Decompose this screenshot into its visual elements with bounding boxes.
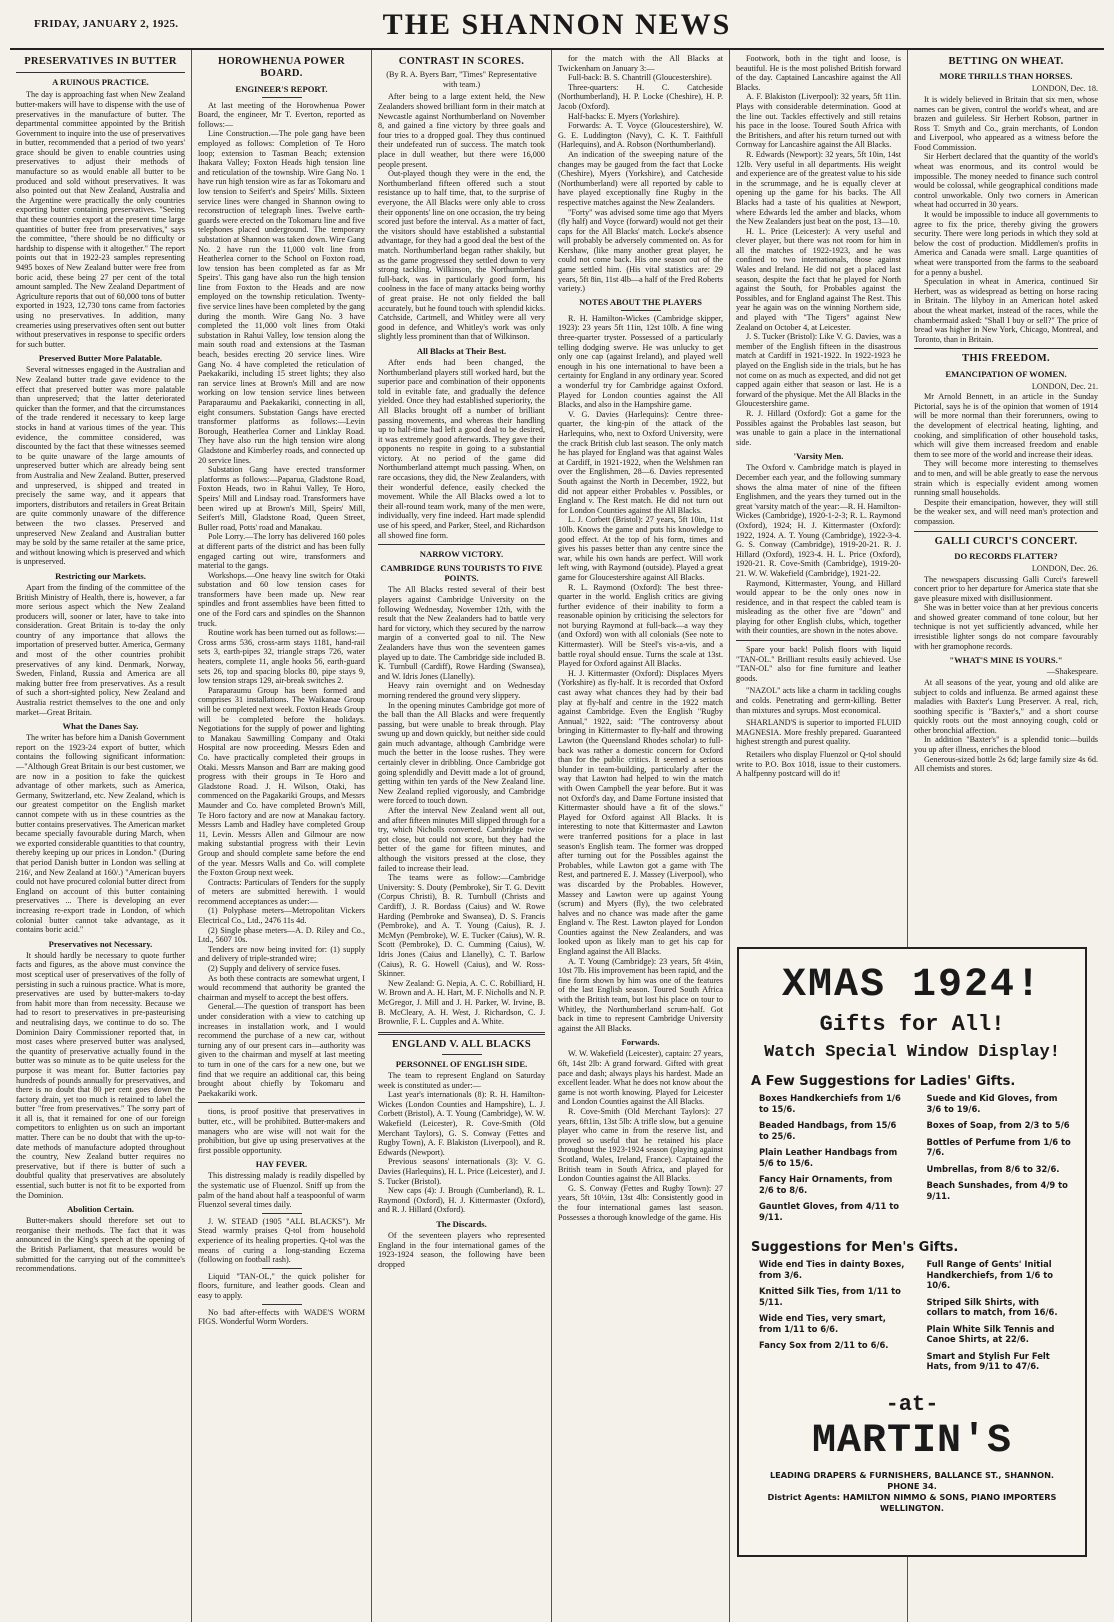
mens-gifts-left	[751, 1259, 906, 1378]
paragraph: New caps (4): J. Brough (Cumberland), R. L. Raymond (Oxford), H. J. Kittermaster (Oxford), and R. J. Hillard (Oxford).	[378, 1186, 545, 1215]
ladies-gifts-left	[751, 1093, 906, 1228]
paragraph: The team to represent England on Saturday week is constituted as under:—	[378, 1071, 545, 1090]
article-headline-england: ENGLAND V. ALL BLACKS	[392, 1038, 531, 1050]
paragraph: A. T. Young (Cambridge): 23 years, 5ft 4½in, 10st 7lb. His improvement has been rapid, and the fine form shown by him was one of the features of the last English season. Toured South Africa with the British team, but lost his place on tour to Whitley, the Northumberland scrum-half. Got back in time to represent Cambridge University against the All Blacks.	[558, 956, 723, 1033]
mens-gifts-heading: Suggestions for Men's Gifts.	[751, 1240, 959, 1255]
xmas-advertisement	[737, 947, 1087, 1557]
ad-text: J. W. STEAD (1905 "ALL BLACKS"). Mr Stead warmly praises Q-tol from household experience of its healing properties. Q-tol was the means of curing a long-standing Eczema (following on football rash).	[198, 1216, 365, 1265]
ad-subtitle: Watch Special Window Display!	[764, 1043, 1060, 1062]
article-headline-power-board: HOROWHENUA POWER BOARD.	[217, 56, 346, 80]
masthead	[10, 6, 1104, 50]
quote-attribution: —Shakespeare.	[1046, 667, 1098, 677]
divider	[621, 310, 661, 311]
paragraph: Sir Herbert declared that the quantity of the world's wheat was enormous, and its control would be impossible. The money needed to finance such control would be colossal, while geographical conditions made control unworkable. Only two corners in American wheat had occurred in 30 years.	[914, 152, 1098, 210]
paragraph: Line Construction.—The pole gang have been employed as follows: Completion of Te Horo loop; extension to Tasman Beach; extension Ihakara Valley; Foxton Heads high tension line and reticulation of the township. Wire Gang No. 1 have run high tension wire as far as Tokomaru and low tension to Seifert's and Speirs' Mills. Sixteen service lines were changed in Shannon owing to reconstruction of telegraph lines. Twelve earth-guards were erected on the Tokomaru line and five telephones placed underground. The temporary substation at Shannon was taken down. Wire Gang No. 2 have run the 11,000 volt line from Heatherlea corner to the School on Foxton road, low tension has been completed as far as Mr Speirs'. This gang have also run the high tension line from Foxton to the Heads and are now employed on the township reticulation. Twenty-five service lines have been completed by the gang during the month. Wire Gang No. 3 have completed the 11,000 volt lines from Otaki substation in Rahui Valley, low tension along the main south road and extensions at the Tasman beach, besides erecting 20 service lines. Wire Gang No. 4 have completed the reticulation of Paekakariki, including 15 street lights; they also ran service lines at Brown's Mill and are now working on low tension service lines between Paraparaumu and Paekakariki, connecting in all, eight consumers. Substation Gangs have erected transformer platforms as follows:—Levin Borough, Heatherlea Corner and Linklay Road. They have also run the high tension wire along Gladstone and Kimberley roads, and connected up 20 service lines.	[198, 129, 365, 465]
divider	[262, 97, 302, 98]
column-1	[10, 50, 192, 1622]
article-subhead: A RUINOUS PRACTICE.	[52, 77, 149, 88]
paragraph: Mr Arnold Bennett, in an article in the Sunday Pictorial, says he is of the opinion that women of 1914 will be more normal than their forerunners, owing to the development of electrical heating, lighting, and cooking, and simplification of other household tasks, which will give them increased freedom and enable them to see more of the world and increase their ideas.	[914, 392, 1098, 459]
article-subhead: MORE THRILLS THAN HORSES.	[939, 71, 1073, 82]
paragraph: "Forty" was advised some time ago that Myers (fly half) and Voyce (forward) would not get their caps for the All Blacks' match. Locke's absence will probably be adversely commented on. As for Kershaw, (like many another great player, he could not come back. His one season out of the game settled him. (His vital statistics are: 29 years, 5ft 8in, 11st 4lb—a half of the Fred Roberts variety.)	[558, 207, 724, 294]
paragraph: Raymond, Kittermaster, Young, and Hillard would appear to be the only ones now in residence, and in that respect the cabled team is misleading as the other five are "down" and playing for other English clubs, which, together with their counties, are shown in the notes above.	[736, 578, 901, 636]
district-agents: District Agents: HAMILTON NIMMO & SONS, PIANO IMPORTERS WELLINGTON.	[767, 1491, 1057, 1513]
paragraph: Workshops.—One heavy line switch for Otaki substation and 60 low tension cases for transformers have been made up. New rear spindles and front assemblies have been fitted to one of the Ford cars and spindles on the Shannon truck.	[198, 570, 365, 628]
dateline: LONDON, Dec. 21.	[1031, 381, 1098, 391]
paragraph: R. J. Hillard (Oxford): Got a game for the Possibles against the Probables last season, but was unable to gain a place in the international side.	[736, 408, 901, 447]
paragraph: Butter-makers should therefore set out to reorganise their methods. The fact that it was announced in the King's speech at the opening of the British Parliament, that measures would be submitted for the carrying out of the committee's recommendations.	[16, 1216, 185, 1274]
gift-item: Boxes Handkerchiefs from 1/6 to 15/6.	[759, 1093, 901, 1114]
paragraph: Out-played though they were in the end, the Northumberland fifteen offered such a stout resistance up to half time, that, to the surprise of everyone, the All Blacks were only able to cross their opponents' line on one occasion, the try being scored just before the interval. As a matter of fact, the visitors should have established a substantial advantage, for they had a good deal the best of the match. Northumberland began rather shakily, but as the game progressed they settled down to very strong tackling. Wilkinson, the Northumberland full-back, was in particularly good form, his coolness in the face of many attacks being worthy of great praise. He not only fielded the ball accurately, but he found touch with splendid kicks. Catchside, Cartmell, and Whitley were all very good in defence, and Whitley's work was only slightly less prominent than that of Wilkinson.	[378, 169, 545, 342]
paragraph: V. G. Davies (Harlequins): Centre three-quarter, the king-pin of the attack of the Harlequins, who, next to Oxford University, were the crack British club last season. The only match he has played for England was that against Wales at Cardiff, in 1921-1922, when the Welshmen ran over the Englishmen, 28—6. Davies represented South against the North in December, 1922, but did not appear either Probables v. Possibles, or England v. The Rest match. He did not turn out for London Counties against the All Blacks.	[558, 409, 723, 515]
ad-text: At all seasons of the year, young and old alike are subject to colds and influenza. Be armed against these maladies with Baxter's Lung Preserver. A real, rich, soothing specific is "Baxter's," and a short course quickly roots out the most annoying cough, cold or other bronchial affection.	[914, 677, 1098, 735]
divider	[442, 1054, 482, 1055]
byline: (By R. A. Byers Barr, "Times" Representative with team.)	[386, 70, 537, 89]
paragraph: It is widely believed in Britain that six men, whose names can be given, control the world's wheat, and are brazen and guileless. Sir Herbert Robson, partner in Ross T. Smyth and Co., grain merchants, of London and Liverpool, who appeared as a witness before the Food Commission.	[914, 94, 1098, 152]
mens-gifts-list	[751, 1259, 1073, 1378]
divider	[378, 544, 545, 545]
paragraph: R. Edwards (Newport): 32 years, 5ft 10in, 14st 12lb. Very useful in all departments. His weight and experience are of the greatest value to his side in the scrummage, and he is equally clever at opening up the game for his backs. The All Blacks had a taste of his qualities at Newport, where Edwards led the amber and blacks, whom the New Zealanders just beat on the post, 13—10.	[736, 149, 901, 227]
paragraph: W. W. Wakefield (Leicester), captain: 27 years, 6ft, 14st 2lb: A grand forward. Gifted with great pace and dash; always plays his hardest. Made an excellent leader. What he does not know about the game is not worth knowing. Played for Leicester and London Counties against the All Blacks.	[558, 1049, 723, 1107]
issue-date: FRIDAY, JANUARY 2, 1925.	[34, 18, 179, 30]
article-subhead: ENGINEER'S REPORT.	[235, 83, 328, 94]
paragraph: An indication of the sweeping nature of the changes may be gauged from the fact that Locke (Cheshire), Myers (Yorkshire), and Catcheside (Northumberland) were all reported by cable to have played exceptionally fine Rugby in the respective matches against the New Zealanders.	[558, 149, 723, 207]
article-headline-narrow-victory: NARROW VICTORY.	[419, 549, 504, 560]
paragraph: The day is approaching fast when New Zealand butter-makers will have to dispense with the use of preservatives in the manufacture of butter. The departmental committee appointed by the British Government to inquire into the use of preservatives in butter, recommended that a period of two years' grace should be given to enable countries using preservatives to adjust their methods of manufacture so as would enable all butter to be produced and sold without preservatives. It was also pointed out that New Zealand, Australia and the Argentine were practically the only countries exporting butter containing preservatives. "Seeing that these countries export at the present time large quantities of butter free from preservatives," says the committee, "there should be no difficulty or hardship to dispense with it altogether." The report points out that in 1922-23 samples representing 9495 boxes of New Zealand butter were free from boric acid, these being 27 per cent of the total amount sampled. The New Zealand Department of Agriculture reports that out of 60,000 tons of butter exported in 1923, 12,730 tons came from factories using no preservatives. In addition, many creameries using preservatives often sent out butter without preservatives in response to specific orders for such butter.	[16, 90, 185, 349]
paragraph: Apart from the finding of the committee of the British Ministry of Health, there is, however, a far more serious aspect which the New Zealand producers will, sooner or later, have to take into consideration. Great Britain is to-day the only country of any importance that allows the importation of preserved butter. America, Germany and most of the other countries prohibit preservatives of any kind. Denmark, Norway, Sweden, Finland, Russia and America are all making butter free from preservatives. As a result of such a short-sighted policy, New Zealand and Australia restrict themselves to the one and only market—Great Britain.	[16, 582, 185, 717]
ad-text: SHARLAND'S is superior to imported FLUID MAGNESIA. More freshly prepared. Guaranteed highest strength and purest quality.	[736, 718, 901, 747]
column-4	[552, 50, 730, 1622]
paragraph: (2) Supply and delivery of service fuses.	[208, 964, 341, 974]
paragraph: The teams were as follow:—Cambridge University: S. Douty (Pembroke), Sir T. G. Devitt (Corpus Christi), B. R. Turnbull (Christs and Cardiff), J. R. Bordass (Caius) and W. Rowe Harding (Pembroke and Swansea), D. S. Francis (Pembroke), and A. T. Young (Caius), R. J. McMyn (Pembroke), W. E. Tucker (Caius), W. R. Scott (Pembroke), D. C. Cumming (Caius), W. Idris Jones (Caius and Llanelly), C. T. Barlow (Caius), R. G. Howell (Caius), and W. Ross-Skinner.	[378, 873, 545, 979]
gift-item: Wide end Ties, very smart, from 1/11 to 6/6.	[759, 1313, 886, 1334]
paragraph: Heavy rain overnight and on Wednesday morning rendered the ground very slippery.	[378, 681, 545, 700]
gift-item: Gauntlet Gloves, from 4/11 to 9/11.	[759, 1201, 900, 1222]
store-address-line: LEADING DRAPERS & FURNISHERS, BALLANCE ST., SHANNON.	[769, 1469, 1055, 1480]
column-2	[192, 50, 372, 1622]
store-name: MARTIN'S	[811, 1418, 1013, 1464]
paragraph: Previous seasons' internationals (3): V. G. Davies (Harlequins), H. L. Price (Leicester), and J. S. Tucker (Bristol).	[378, 1157, 545, 1186]
paragraph: General.—The question of transport has been under consideration with a view to catching up increases in installation work, and I would recommend the purchase of a new car, without turning any of our present cars in—authority was given to the chairman and myself at last meeting to turn in one of the cars for a new one, but we find that we require an additional car, this being brought about chiefly by Tokomaru and Paekakariki work.	[198, 1002, 365, 1098]
ladies-gifts-list	[751, 1093, 1073, 1228]
ad-subtitle: Gifts for All!	[819, 1012, 1005, 1037]
divider	[262, 1268, 302, 1269]
gift-item: Knitted Silk Ties, from 1/11 to 5/11.	[759, 1286, 901, 1307]
ad-text: Generous-sized bottle 2s 6d; large family size 4s 6d. All chemists and stores.	[914, 754, 1098, 774]
article-headline-notes: NOTES ABOUT THE PLAYERS	[579, 296, 702, 307]
paragraph: They will become more interesting to themselves and to men, and will be able greatly to ease the nervous strain which is especially evident among women running small households.	[914, 459, 1098, 498]
article-headline-preservatives: PRESERVATIVES IN BUTTER	[24, 56, 177, 67]
gift-item: Fancy Sox from 2/11 to 6/6.	[759, 1340, 889, 1350]
paragraph: She was in better voice than at her previous concerts and showed greater command of tone colour, but her technique is not yet sufficiently advanced, while her irresistible lighter songs do not compare favourably with her gramophone records.	[914, 603, 1098, 651]
paragraph: Footwork, both in the tight and loose, is beautiful. He is the most polished British forward of the day. Captained Lancashire against the All Blacks.	[736, 54, 901, 92]
paragraph: After ends had been changed, the Northumberland players still worked hard, but the superior pace and combination of their opponents told in evitable fate, and gradually the defence yielded. Once they had established superiority, the All Blacks brought off a number of brilliant passing movements, and whereas their handling up to half-time had left a good deal to be desired, it was extremely good afterwards. They gave their opponents no respite in going to a substantial victory. At no period of the game did Northumberland attempt much passing. When, on rare occasions, they did, the New Zealanders, with their wonderful defence, easily checked the movement. While the All Blacks owed a lot to their all-round team work, many of the men were, individually, very fine indeed. Hart made splendid use of his speed, and Parker, Steel, and Richardson all showed fine form.	[378, 357, 545, 540]
gift-item: Striped Silk Shirts, with collars to match, from 16/6.	[926, 1296, 1058, 1317]
store-phone: PHONE 34.	[887, 1480, 937, 1491]
paragraph: Despite their emancipation, however, they will still be the weaker sex, and will need man's protection and compassion.	[914, 497, 1098, 526]
section-heading: The Discards.	[436, 1218, 487, 1229]
paragraph: Of the seventeen players who represented England in the four international games of the 1923-1924 season, the following have been dropped	[378, 1230, 545, 1269]
store-address	[751, 1470, 1073, 1514]
gift-item: Umbrellas, from 8/6 to 32/6.	[926, 1163, 1060, 1174]
paragraph: (1) Polyphase meters—Metropolitan Vickers Electrical Co., Ltd., 2476 11s 4d.	[198, 906, 365, 926]
ad-text: "NAZOL" acts like a charm in tackling coughs and colds. Penetrating and germ-killing. Better than mixtures and syrups. Most economical.	[736, 686, 901, 715]
paragraph: The writer has before him a Danish Government report on the 1923-24 export of butter, which contains the following significant information:—"Although Great Britain is our best customer, we are now in a position to fake the quickest advantage of other markets, such as America, Germany, Switzerland, etc. New Zealand, which is our greatest competitor on the English market cannot compete with us in these countries as the butter contains preservatives. The American market became specially favourable during March, when we exported considerable quantities to that country, thereby keeping up our prices in London." (During that period Danish butter in London was selling at 216/, and New Zealand at 160/.) "American buyers could not have procured colonial butter direct from England on account of this butter containing preservatives ... There is developing an ever increasing re-export trade in London, of which colonial butter cannot take advantage, as it contains boric acid."	[16, 733, 185, 935]
section-heading: Restricting our Markets.	[55, 570, 146, 581]
ad-text: Liquid "TAN-OL," the quick polisher for floors, furniture, and leather goods. Clean and easy to apply.	[198, 1271, 365, 1300]
gift-item: Bottles of Perfume from 1/6 to 7/6.	[926, 1136, 1071, 1157]
mens-gifts-right	[918, 1259, 1073, 1378]
section-heading: Preservatives not Necessary.	[48, 938, 153, 949]
paragraph: As both these contracts are somewhat urgent, I would recommend that authority be granted the chairman and myself to accept the best offers.	[198, 973, 365, 1002]
paragraph: It should hardly be necessary to quote further facts and figures, as the above must convince the most sceptical user of preservatives of the folly of persisting in such a ruinous practice. What is more, preservatives are used by butter-makers to-day from habit more than from necessity. Because we had to resort to preservatives in pre-pasteurising and neutralising days, we continue to do so. The Dominion Dairy Commissioner reported that, in most cases where preserved butter was analysed, the quantity of preservative actually found in the butter was so minute as to be quite useless for the purpose it was meant for. Butter factories pay hundreds of pounds annually for preservatives, and there is no doubt that 80 per cent goes down the factory drain, yet too much is retained to label the butter "free from preservatives." The sorry part of it all is, that it remained for one of our foreign competitors to enlighten us on such an important matter. There can be no doubt that with the up-to-date methods of manufacture adopted throughout the country, New Zealand butter requires no preservative, but if there is butter of such a doubtful quality that preservatives are absolutely essential, such butter is not fit to be exported from the Dominion.	[16, 950, 185, 1200]
paragraph: After the interval New Zealand went all out, and after fifteen minutes Mill slipped through for a try, which Nicholls converted. Cambridge twice got close, but could not score, but they had the better of the game for fifteen minutes, and although the visitors pressed at the close, they failed to increase their lead.	[378, 806, 545, 873]
ad-text: This distressing malady is readily dispelled by the systematic use of Fluenzol. Sniff up from the palm of the hand about half a teaspoonful of warm Fluenzol several times daily.	[198, 1171, 365, 1210]
paragraph: Half-backs: E. Myers (Yorkshire).	[568, 111, 680, 121]
ad-at: -at-	[885, 1391, 939, 1417]
paragraph: Full-back: B. S. Chantrill (Gloucestershire).	[568, 73, 712, 83]
ad-text: Retailers who display Fluenzol or Q-tol should write to P.O. Box 1018, issue to their customers. A halfpenny postcard will do it!	[736, 750, 901, 779]
paragraph: G. S. Conway (Fettes and Rugby Town): 27 years, 5ft 10½in, 13st 4lb: Consistently good in the four international games last season. Possesses a thorough knowledge of the game. His	[558, 1183, 723, 1222]
paragraph: R. Cove-Smith (Old Merchant Taylors): 27 years, 6ft1in, 13st 5lb: A trifle slow, but a genuine player who came in from the reserve list, and proved so useful that he retained his place throughout the 1923-1924 season (playing against Scotland, Wales, Ireland, France). Captained the British team in South Africa, and played for London Counties against the All Blacks.	[558, 1107, 723, 1184]
paragraph: A. F. Blakiston (Liverpool): 32 years, 5ft 11in. Plays with considerable determination. Good at the line out. Tackles effectively and still retains his pace in the loose. Toured South Africa with the Britishers, and after his return turned out with Cornway for Lancashire against the All Blacks.	[736, 92, 901, 150]
article-headline-galli-curci: GALLI CURCI'S CONCERT.	[934, 535, 1078, 547]
paragraph: The All Blacks rested several of their best players against Cambridge University on the following Wednesday, November 12th, with the result that the New Zealanders had to battle very hard for victory, which they secured by the narrow margin of a converted goal to nil. The New Zealanders have thus won the seventeen games played up to date. The Cambridge side included B. K. Turnbull (Cardiff), Rowe Harding (Swansea), and W. Idris Jones (Llanelly).	[378, 585, 545, 681]
newspaper-title: THE SHANNON NEWS	[382, 8, 732, 41]
paragraph: Substation Gang have erected transformer platforms as follows:—Paparua, Gladstone Road, Foxton Heads, two in Rahui Valley, Te Horo, Speirs' Mill and Lindsay road. Transformers have been wired up at Brown's Mill, Speirs' Mill, Seifert's Mill, Gladstone Road, Queen Street, Buller road, Potts' road and Manakau.	[198, 465, 365, 532]
paragraph: In the opening minutes Cambridge got more of the ball than the All Blacks and were frequently passing, but were unable to break through. Play swung up and down quickly, but neither side could gain much advantage, although Cambridge were much the better in the loose rushes. They were certainly clever in dribbling. Once Cambridge got going splendidly and Devitt made a lot of ground, getting within ten yards of the New Zealand line. New Zealand replied vigorously, and Cambridge were forced to touch down.	[378, 700, 545, 806]
paragraph: R. L. Raymond (Oxford): The best three-quarter in the world. English critics are giving further evidence of their inability to form a reasonable opinion by criticising the selectors for not burying Raymond at full-back—a way they (and Oxford) won with all colonials (See note to Kittermaster). Will be Steel's vis-a-vis, and a battle royal should ensue. Turns the scale at 13st. Played for Oxford against All Blacks.	[558, 582, 723, 669]
gift-item: Suede and Kid Gloves, from 3/6 to 19/6.	[926, 1093, 1058, 1114]
divider	[736, 640, 901, 641]
section-heading: What the Danes Say.	[62, 721, 139, 732]
article-subhead: EMANCIPATION OF WOMEN.	[945, 368, 1067, 379]
gift-item: Full Range of Gents' Initial Handkerchiefs, from 1/6 to 10/6.	[926, 1259, 1053, 1290]
divider	[378, 1032, 545, 1035]
gift-item: Wide end Ties in dainty Boxes, from 3/6.	[759, 1259, 905, 1280]
ad-title: XMAS 1924!	[781, 963, 1043, 1008]
paragraph: H. L. Price (Leicester): A very useful and clever player, but there was not room for him in all the matches of 1922-1923, and he was confined to two internationals, those against Wales and Ireland. He did not get a placed last season, despite the fact that he played for North against the South, for Probables against the Possibles, and for England against The Rest. This year he again was on the winning Northern side, and played with "The Tigers" against New Zealand on October 4, at Leicester.	[736, 226, 901, 332]
section-heading: All Blacks at Their Best.	[416, 345, 507, 356]
paragraph: The Oxford v. Cambridge match is played in December each year, and the following summary shows the alma mater of nine of the fifteen Englishmen, and the years they turned out in the great 'varsity match of the year:—R. H. Hamilton-Wickes (Cambridge), 1920-1-2-3; R. L. Raymond (Oxford), 1924; H. J. Kittermaster (Oxford): 1922, 1924. A. T. Young (Cambridge), 1922-3-4. G. S. Conway (Cambridge), 1919-20-21. R. J. Hillard (Oxford), 1923-4. H. L. Price (Oxford), 1920-21. R. Cove-Smith (Cambridge), 1919-20-21. W. W. Wakefield (Cambridge), 1921-22.	[736, 463, 901, 578]
ladies-gifts-right	[918, 1093, 1073, 1228]
ad-text: No bad after-effects with WADE'S WORM FIGS. Wonderful Worm Worders.	[198, 1307, 365, 1327]
dateline: LONDON, Dec. 18.	[1031, 84, 1098, 94]
dateline: LONDON, Dec. 26.	[1031, 563, 1098, 573]
gift-item: Plain White Silk Tennis and Canoe Shirts, at 22/6.	[926, 1323, 1055, 1344]
paragraph: tions, is proof positive that preservatives in butter, etc., will be prohibited. Butter-makers and managers who are wise will not wait for the prohibition, but give up using preservatives at the first possible opportunity.	[198, 1107, 365, 1155]
paragraph: Forwards: A. T. Voyce (Gloucestershire), W. G. E. Luddington (Navy), C. K. T. Faithfull (Harlequins), and A. Robson (Northumberland).	[558, 121, 723, 150]
paragraph: L. J. Corbett (Bristol): 27 years, 5ft 10in, 11st 10lb. Knows the game and puts his knowledge to good effect. At the top of his form, times and gives his passes better than any centre since the war, while his own hands are perfect. Will work left wing, with Raymond (outside). Played a great game for Gloucestershire against All Blacks.	[558, 515, 723, 582]
section-heading: 'Varsity Men.	[793, 451, 844, 462]
paragraph: Paraparaumu Group has been formed and comprises 31 installations. The Waikanae Group will be completed next week. Foxton Heads Group will be completed before the holidays. Negotiations for the supply of power and lighting to Manakau Sawmilling Company and Otaki Hospital are now proceeding. Messrs Eden and Co. have practically completed their groups in Otaki. Messrs Manson and Barr are making good progress with their groups in Te Horo and Gladstone Road. J. H. Wilson, Otaki, has commenced on the Pagakariki Groups, and Messrs Maunder and Co. have completed Brown's Mill, Te Horo factory and are now at Manakau factory. Messrs Lamb and Hadley have completed Group 11, Levin. Messrs Allen and Gilmour are now making substantial progress with their Levin Group and should complete same before the end of the year. Messrs Walls and Co. will complete the Foxton Group next week.	[198, 685, 365, 878]
gift-item: Plain Leather Handbags from 5/6 to 15/6.	[759, 1147, 898, 1168]
section-heading: Preserved Butter More Palatable.	[38, 353, 163, 364]
paragraph: It would be impossible to induce all governments to agree to fix the price, thereby giving the growers security. There were long periods in which they sold at below the cost of production. Middlemen's profits in America and Canada were small. Large quantities of wheat were transported from the farms to the seaboard for a penny a bushel.	[914, 210, 1098, 277]
paragraph: J. S. Tucker (Bristol): Like V. G. Davies, was a member of the English fifteen in the disastrous match at Cardiff in 1921-1922. In 1922-1923 he played on the English side in the trials, but he has not come on as much as expected, and did not get capped again either that season or last. He is a forward of the physique. Met the All Blacks in the Gloucestershire game.	[736, 332, 901, 409]
divider	[16, 72, 185, 73]
paragraph: Several witnesses engaged in the Australian and New Zealand butter trade gave evidence to the effect that preserved butter was more palatable than unpreserved; that the latter deteriorated quicker than the former, and that the circumstances of the trade rendered it necessary to keep large stocks in hand at various times of the year. This evidence, the committee considered, was discounted by the fact that these witnesses seemed to be quite unaware of the large amounts of unpreserved butter which are already being sent from Australia and New Zealand. Butter, preserved and unpreserved, is shipped and treated in precisely the same way, and it appears that importers, distributors and retailers in Great Britain are quite commonly unaware of the difference between the two classes. Preserved and unpreserved New Zealand and Australian butter may be sold by the same retailer at the same price, and without knowing which is preserved and which is unpreserved.	[16, 365, 185, 567]
article-headline-betting: BETTING ON WHEAT.	[948, 56, 1064, 67]
gift-item: Fancy Hair Ornaments, from 2/6 to 8/6.	[759, 1174, 893, 1195]
article-headline-contrast: CONTRAST IN SCORES.	[398, 56, 525, 67]
paragraph: Contracts: Particulars of Tenders for the supply of meters are submitted herewith. I would recommend acceptances as under:—	[198, 877, 365, 906]
gift-item: Boxes of Soap, from 2/3 to 5/6	[926, 1120, 1070, 1130]
paragraph: After being to a large extent held, the New Zealanders showed brilliant form in their match at Newcastle against Northumberland on November 8, and gained a fine victory by three goals and four tries to a dropped goal. They thus continued their undefeated run of success. The match took place in dull weather, but there were 16,000 people present.	[378, 92, 545, 169]
paragraph: R. H. Hamilton-Wickes (Cambridge skipper, 1923): 23 years 5ft 11in, 12st 10lb. A fine wing three-quarter tryster. Possessed of a particularly telling dodging swerve. He was unlucky to get only one cap (against Ireland), and played well enough in his one international to have been a certainty for England in any ordinary year. Scored a wonderful try for Cambridge against Oxford. Played for London counties against the All Blacks, and also in the Hampshire game.	[558, 313, 723, 410]
paragraph: New Zealand: G. Nepia, A. C. C. Robilliard, H. W. Brown and A. H. Hart, M. F. Nicholls and N. P. McGregor, J. Mill and J. H. Parker, W. Irvine, B. B. McCleary, A. H. West, J. Richardson, C. J. Brownlie, F. L. Cupples and A. White.	[378, 978, 545, 1027]
divider	[262, 1213, 302, 1214]
gift-item: Beach Sunshades, from 4/9 to 9/11.	[926, 1180, 1068, 1201]
ladies-gifts-heading: A Few Suggestions for Ladies' Gifts.	[751, 1074, 1016, 1089]
divider	[262, 1304, 302, 1305]
ad-text: In addition "Baxter's" is a splendid tonic—builds you up after illness, enriches the blood	[914, 735, 1098, 755]
ad-text: Spare your back! Polish floors with liquid "TAN-OL." Brilliant results easily achieved. Use "TAN-OL" also for fine furniture and leather goods.	[736, 645, 901, 683]
paragraph: Speculation in wheat in America, continued Sir Herbert, was as widespread as betting on horse racing in Britain. The lilyboy in an American hotel asked about the wheat market, instead of the races, while the chambermaid asked: "Shall I buy or sell?" The price of bread was higher in New York, Chicago, Montreal, and Toronto, than in Britain.	[914, 277, 1098, 344]
article-subhead: CAMBRIDGE RUNS TOURISTS TO FIVE POINTS.	[380, 563, 543, 584]
ad-heading-whats-mine: "WHAT'S MINE IS YOURS."	[949, 655, 1063, 666]
paragraph: (2) Single phase meters—A. D. Riley and Co., Ltd., 5607 10s.	[198, 925, 365, 945]
section-heading: Forwards.	[621, 1037, 660, 1048]
column-3	[372, 50, 552, 1622]
paragraph: Routine work has been turned out as follows:—Cross arms 536, cross-arm stays 1181, hand-rail sets 3, earth-pipes 32, triangle straps 726, water heaters, complete 11, angle hooks 56, earth-guard sets 26, top and spacing blocks 80, pipe stays 9, low tension straps 129, air-break switches 2.	[198, 628, 365, 686]
paragraph: H. J. Kittermaster (Oxford): Displaces Myers (Yorkshire) as fly-half. It is recorded that Oxford cast away what chances they had by their bad play at fly-half and centre in the 1922 match against Cambridge. Even the English "Rugby Annual," 1922, said: "The controversy about bringing in Kittermaster to fly-half and throwing Lawton (the Queensland Rhodes scholar) to full-back was rather a domestic concern for Oxford than for the public critics. It seemed a serious blunder in team-building, particularly after the way that Lawton had helped to win the match with Owen Campbell the year before. But it was not Oxford's day, and Dame Fortune insisted that Kittermaster should have a fit of the slows." Played for Oxford against All Blacks. It is interesting to note that Kittermaster and Lawton were tranferred positions for a place in last season's English team. The former was dropped after turning out for the Possibles against the Probables, while Lawton got a game with The Rest, and partnered E. J. Massey (Liverpool), who was discarded by the Probables. However, Massey and Lawton were up against Young (scrum) and Myers (fly), the two celebrated halves and no chance was made after the game England v. The Rest. Lawton played for London Counties against the New Zealanders, and was looked upon as likely man to get his cap for England against the All Blacks.	[558, 668, 723, 957]
paragraph: Tenders are now being invited for: (1) supply and delivery of triple-stranded wire;	[198, 944, 365, 964]
paragraph: At last meeting of the Horowhenua Power Board, the engineer, Mr T. Everton, reported as follows:—	[198, 100, 365, 129]
paragraph: Pole Lorry.—The lorry has delivered 160 poles at different parts of the district and has been fully engaged carting out wire, transformers and material to the gangs.	[198, 532, 365, 571]
paragraph: Three-quarters: H. C. Catcheside (Northumberland), H. P. Locke (Cheshire), H. P. Jacob (Oxford).	[558, 82, 723, 111]
divider	[914, 531, 1098, 532]
article-subhead: DO RECORDS FLATTER?	[954, 550, 1058, 561]
paragraph: for the match with the All Blacks at Twickenham on January 3:—	[558, 54, 723, 73]
ad-heading-hay-fever: HAY FEVER.	[255, 1159, 308, 1170]
gift-item: Beaded Handbags, from 15/6 to 25/6.	[759, 1120, 897, 1141]
gift-item: Smart and Stylish Fur Felt Hats, from 9/11 to 47/6.	[926, 1350, 1050, 1371]
article-headline-freedom: THIS FREEDOM.	[962, 353, 1050, 365]
divider	[198, 1102, 365, 1103]
divider	[914, 348, 1098, 349]
section-heading: Abolition Certain.	[67, 1204, 134, 1215]
paragraph: Last year's internationals (8): R. H. Hamilton-Wickes (London Counties and Hampshire), L. J. Corbett (Bristol), A. T. Young (Cambridge), W. W. Wakefield (Leicester), R. Cove-Smith (Old Merchant Taylors), G. S. Conway (Fettes and Rugby Town), A. F. Blakiston (Liverpool), and R. Edwards (Newport).	[378, 1090, 545, 1157]
article-subhead: PERSONNEL OF ENGLISH SIDE.	[395, 1058, 528, 1069]
paragraph: The newspapers discussing Galli Curci's farewell concert prior to her departure for America state that she gave pleasure mixed with disillusionment.	[914, 574, 1098, 603]
